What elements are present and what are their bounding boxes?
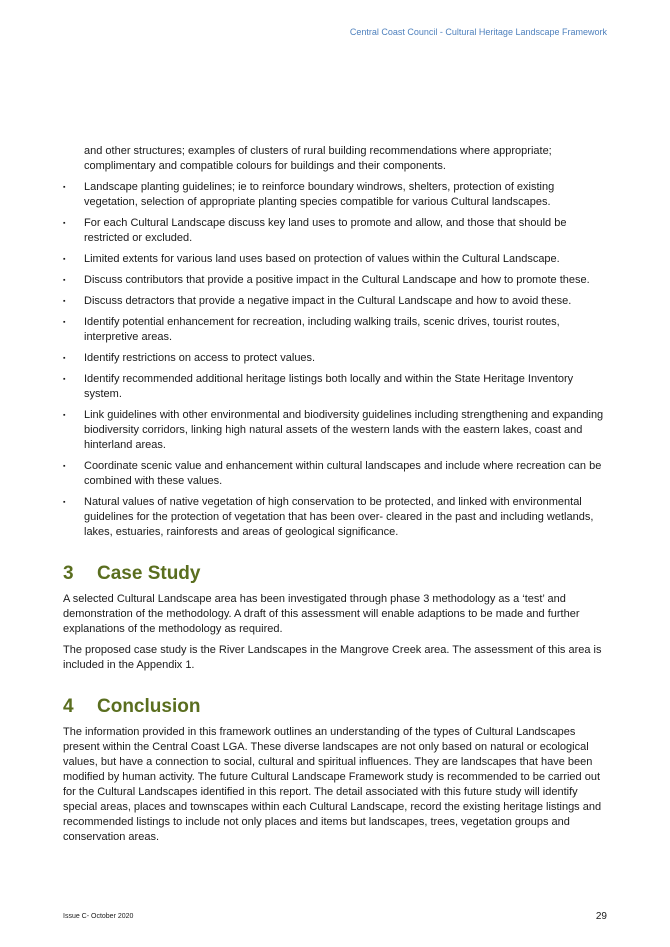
- section-title: Conclusion: [97, 696, 201, 717]
- list-item-text: Discuss detractors that provide a negative impact in the Cultural Landscape and how to avoid these.: [84, 295, 572, 307]
- bullet-marker: ▪: [63, 355, 66, 362]
- bullet-marker: ▪: [63, 376, 66, 383]
- list-item: [63, 372, 608, 402]
- section-number: 3: [63, 563, 74, 584]
- list-item: [63, 315, 608, 345]
- list-item-text: Discuss contributors that provide a positive impact in the Cultural Landscape and how to promote these.: [84, 274, 590, 286]
- guideline-bullet-list: [63, 180, 608, 540]
- list-item-text: For each Cultural Landscape discuss key land uses to promote and allow, and those that should be restricted or excluded.: [84, 217, 567, 244]
- issue-footer: Issue C- October 2020: [63, 913, 134, 920]
- running-header: Central Coast Council - Cultural Heritage Landscape Framework: [349, 27, 607, 37]
- bullet-marker: ▪: [63, 499, 66, 506]
- list-item-text: Landscape planting guidelines; ie to reinforce boundary windrows, shelters, protection of existing vegetation, selection of appropriate planting species compatible for various Cultural landscapes.: [84, 181, 555, 208]
- list-item: [63, 351, 608, 366]
- list-item: [63, 495, 608, 540]
- list-item-text: Identify potential enhancement for recreation, including walking trails, scenic drives, tourist routes, interpretive areas.: [84, 316, 560, 343]
- list-item: [63, 252, 608, 267]
- list-item: [63, 294, 608, 309]
- list-item-text: Identify restrictions on access to protect values.: [84, 352, 316, 364]
- case-study-paragraph: The proposed case study is the River Landscapes in the Mangrove Creek area. The assessment of this area is included in the Appendix 1.: [63, 644, 602, 671]
- continued-bullet-text: and other structures; examples of clusters of rural building recommendations where appropriate; complimentary and compatible colours for buildings and their components.: [84, 145, 552, 172]
- list-item: [63, 180, 608, 210]
- list-item: [63, 273, 608, 288]
- list-item-text: Limited extents for various land uses based on protection of values within the Cultural Landscape.: [84, 253, 560, 265]
- list-item: [63, 459, 608, 489]
- bullet-marker: ▪: [63, 298, 66, 305]
- section-heading-case-study: [63, 562, 608, 586]
- conclusion-paragraph: The information provided in this framework outlines an understanding of the types of Cultural Landscapes present within the Central Coast LGA. These diverse landscapes are not only based on natural or ecological values, but have a connection to social, cultural and spiritual influences. They are landscapes that have been modified by human activity. The future Cultural Landscape Framework study is recommended to be carried out for the Cultural Landscapes identified in this report. The detail associated with this future study will identify special areas, places and townscapes within each Cultural Landscape, record the existing heritage listings and recommended listings to include not only places and items but landscapes, trees, vegetation groups and conservation areas.: [63, 726, 602, 843]
- list-item-text: Natural values of native vegetation of high conservation to be protected, and linked with environmental guidelines for the protection of vegetation that has been over- cleared in the past and including wetlands, lakes, estuaries, rainforests and areas of geological significance.: [84, 496, 594, 538]
- section-number: 4: [63, 696, 74, 717]
- bullet-marker: ▪: [63, 463, 66, 470]
- list-item-text: Identify recommended additional heritage listings both locally and within the State Heritage Inventory system.: [84, 373, 574, 400]
- list-item: [63, 408, 608, 453]
- bullet-marker: ▪: [63, 412, 66, 419]
- list-item: [63, 216, 608, 246]
- bullet-marker: ▪: [63, 319, 66, 326]
- section-title: Case Study: [97, 563, 201, 584]
- list-item-text: Coordinate scenic value and enhancement within cultural landscapes and include where recreation can be combined with these values.: [84, 460, 602, 487]
- bullet-marker: ▪: [63, 277, 66, 284]
- page-number: 29: [595, 911, 607, 922]
- list-item-text: Link guidelines with other environmental and biodiversity guidelines including strengthening and expanding biodiversity corridors, linking high natural assets of the western lands with the eastern lakes, coast and hinterland areas.: [84, 409, 604, 451]
- case-study-paragraph: A selected Cultural Landscape area has been investigated through phase 3 methodology as a ‘test’ and demonstration of the methodology. A draft of this assessment will enable adaptions to be made and further explanations of the methodology as required.: [63, 593, 580, 635]
- page-content: [63, 144, 608, 851]
- bullet-marker: ▪: [63, 256, 66, 263]
- bullet-marker: ▪: [63, 184, 66, 191]
- bullet-marker: ▪: [63, 220, 66, 227]
- section-heading-conclusion: [63, 695, 608, 719]
